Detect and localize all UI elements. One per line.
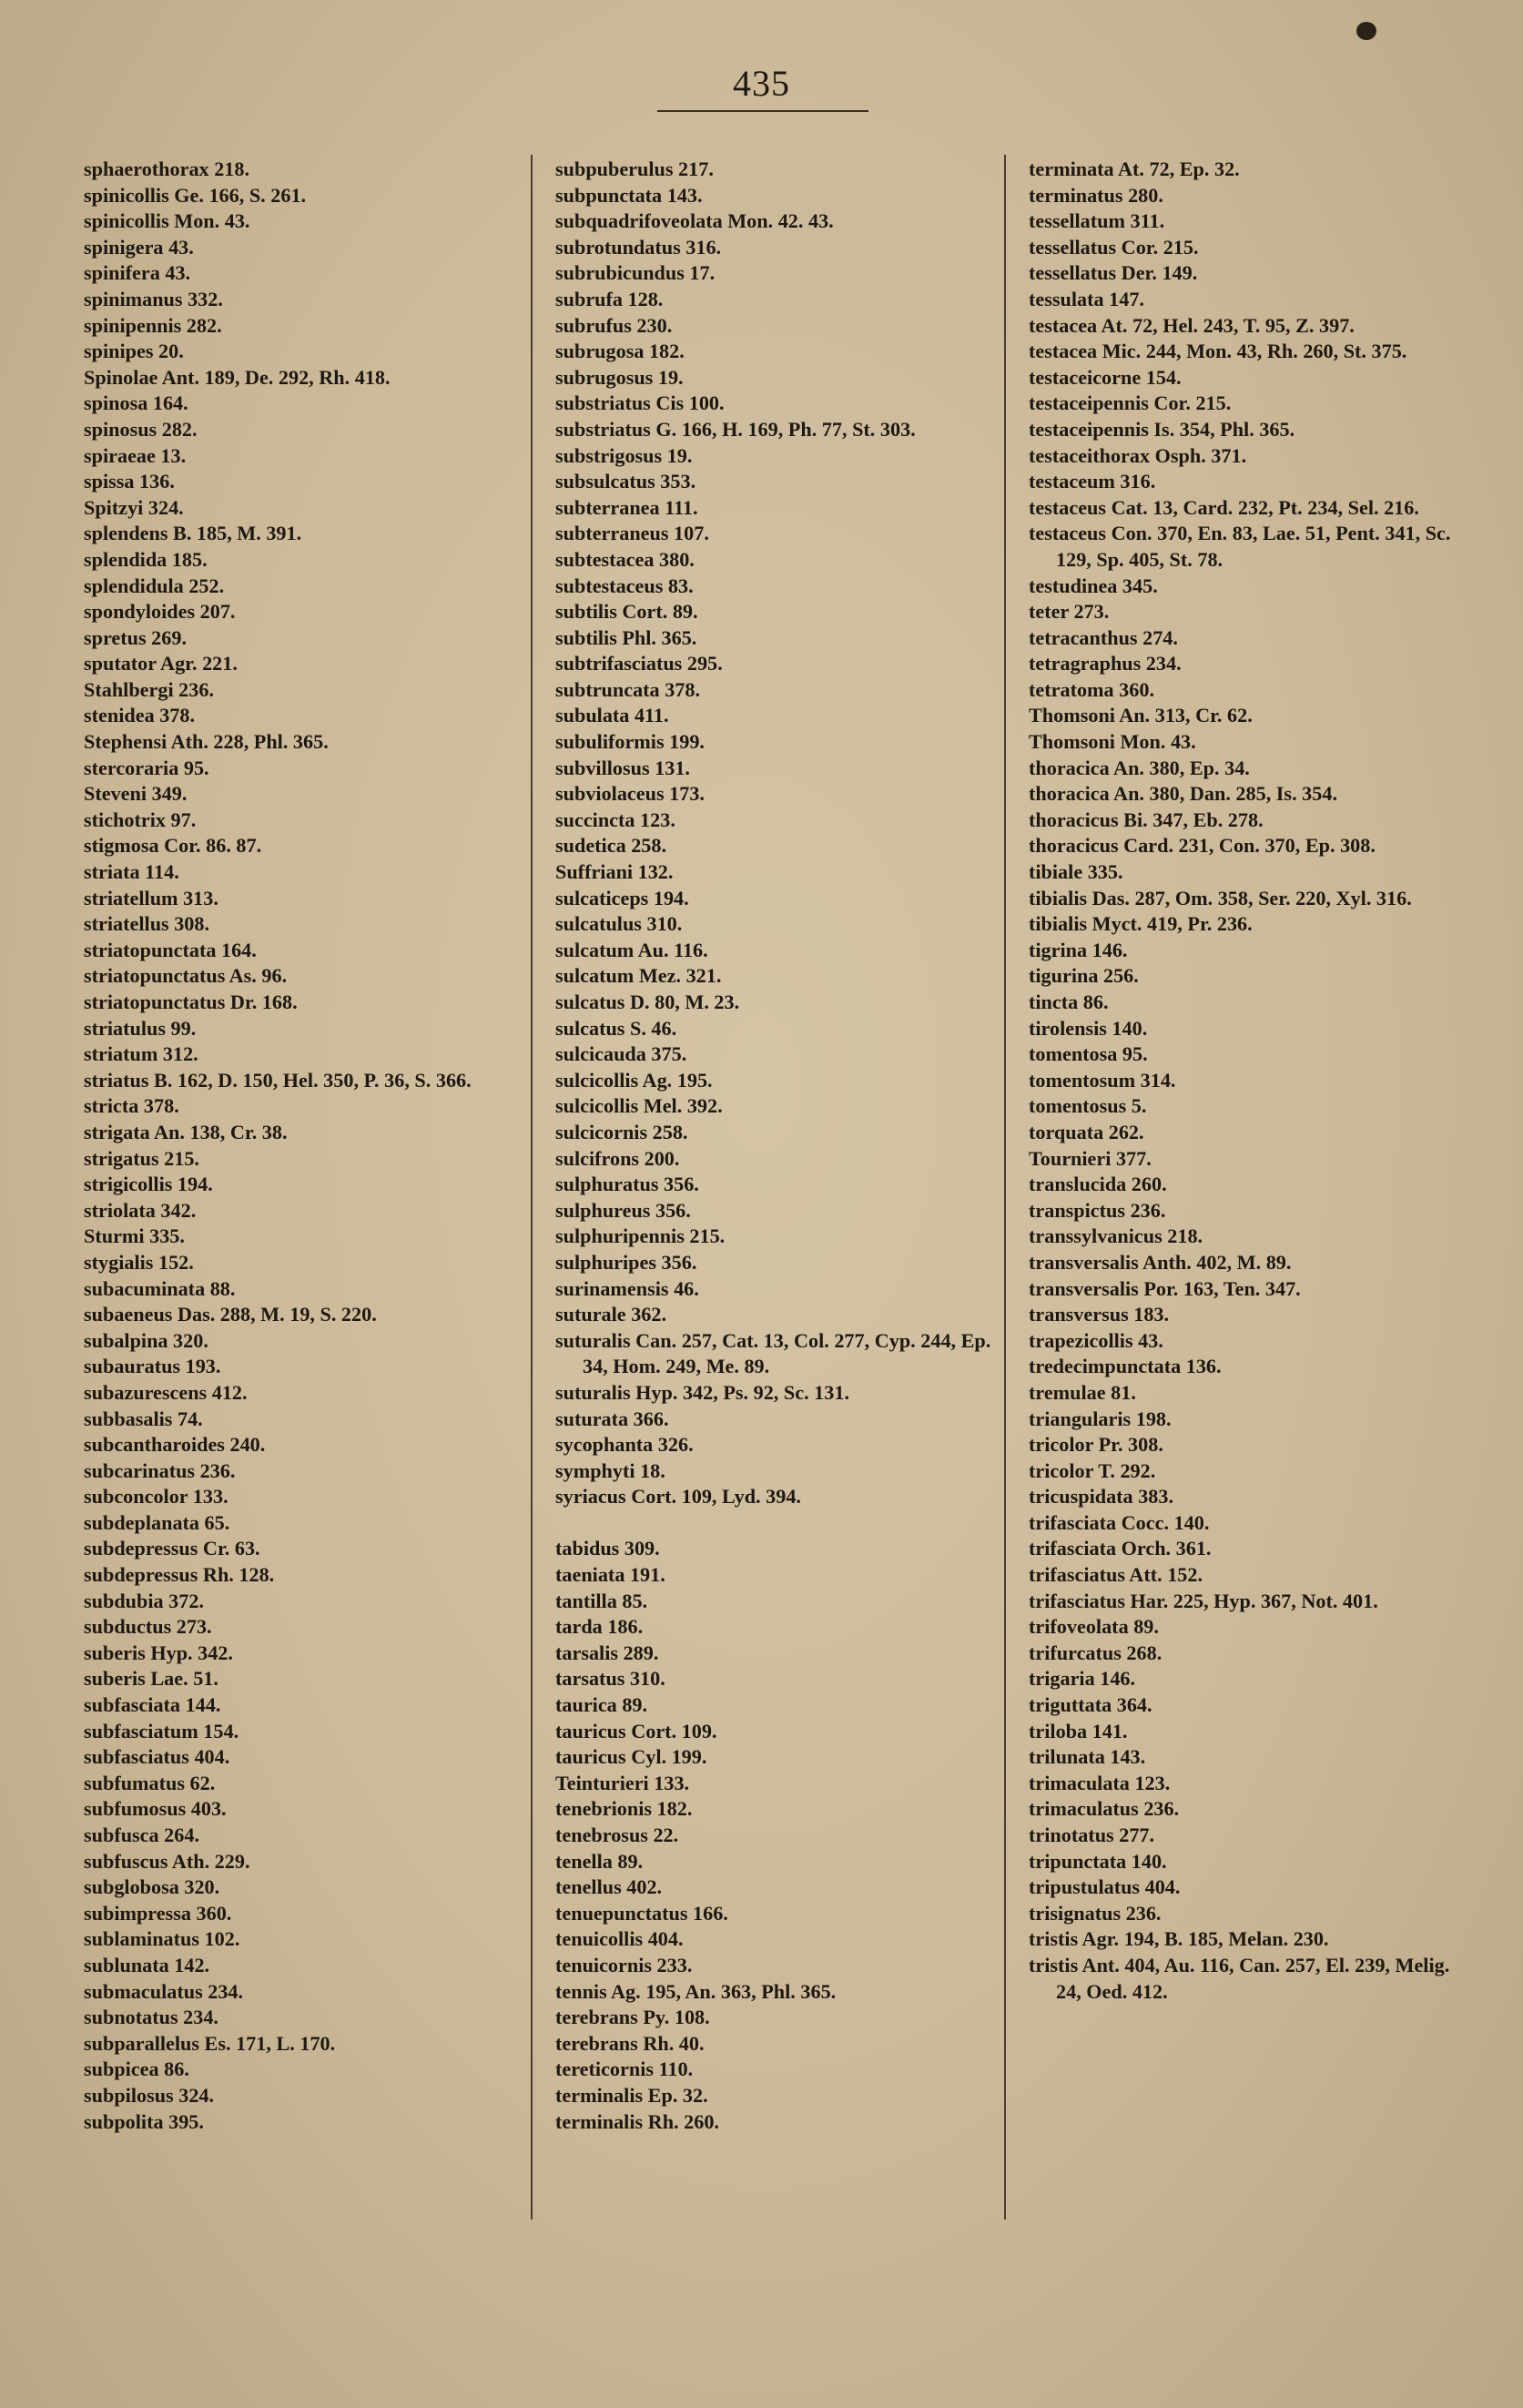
index-entry: subfumosus 403. xyxy=(84,1797,227,1821)
index-entry: terminata At. 72, Ep. 32. xyxy=(1029,157,1240,180)
index-entry: sulcicollis Ag. 195. xyxy=(555,1068,713,1092)
index-entry: subrufa 128. xyxy=(555,287,664,310)
index-entry: strigatus 215. xyxy=(84,1146,199,1170)
index-entry: subcantharoides 240. xyxy=(84,1433,266,1457)
index-entry: testaceicorne 154. xyxy=(1029,365,1182,389)
index-entry: transversalis Anth. 402, M. 89. xyxy=(1029,1250,1292,1274)
index-entry: Teinturieri 133. xyxy=(555,1771,690,1794)
index-entry: spinimanus 332. xyxy=(84,287,223,310)
index-entry: stenidea 378. xyxy=(84,704,196,727)
index-entry: tricolor T. 292. xyxy=(1029,1458,1156,1482)
index-entry: Stahlbergi 236. xyxy=(84,677,214,701)
index-column-3 xyxy=(1029,157,1461,2005)
index-entry: tomentosa 95. xyxy=(1029,1042,1148,1066)
index-entry: spinicollis Mon. 43. xyxy=(84,209,250,233)
index-entry: transversalis Por. 163, Ten. 347. xyxy=(1029,1276,1301,1300)
index-entry: splendens B. 185, M. 391. xyxy=(84,522,302,545)
index-column-2 xyxy=(555,157,997,2135)
index-entry: tantilla 85. xyxy=(555,1589,648,1612)
index-entry: trisignatus 236. xyxy=(1029,1901,1162,1925)
index-entry: subsulcatus 353. xyxy=(555,470,696,493)
index-entry: subtestaceus 83. xyxy=(555,574,694,597)
index-entry: subrugosus 19. xyxy=(555,365,684,389)
index-entry: subpicea 86. xyxy=(84,2057,189,2081)
index-entry: sulcatum Au. 116. xyxy=(555,938,708,961)
index-entry: trigaria 146. xyxy=(1029,1667,1136,1691)
index-entry: subalpina 320. xyxy=(84,1328,208,1352)
index-entry: sulphuripes 356. xyxy=(555,1250,697,1274)
index-entry: subtruncata 378. xyxy=(555,677,701,701)
index-entry: stygialis 152. xyxy=(84,1250,194,1274)
index-entry: subnotatus 234. xyxy=(84,2006,218,2029)
index-entry: sulphuripennis 215. xyxy=(555,1224,726,1248)
index-entry: spinipes 20. xyxy=(84,340,184,363)
index-entry: trimaculatus 236. xyxy=(1029,1797,1180,1821)
index-entry: sulcatulus 310. xyxy=(555,912,683,936)
index-entry: stricta 378. xyxy=(84,1094,179,1118)
index-entry: translucida 260. xyxy=(1029,1173,1167,1196)
index-entry: subrotundatus 316. xyxy=(555,235,722,259)
index-entry: striatellus 308. xyxy=(84,912,210,936)
index-entry: trifasciata Cocc. 140. xyxy=(1029,1510,1210,1534)
index-entry: striata 114. xyxy=(84,860,179,884)
index-entry: splendida 185. xyxy=(84,547,208,571)
page-number: 435 xyxy=(733,63,790,104)
index-entry: striatus B. 162, D. 150, Hel. 350, P. 36, S. 366. xyxy=(84,1068,472,1092)
index-entry: transversus 183. xyxy=(1029,1303,1170,1326)
index-column-1 xyxy=(84,157,512,2135)
index-entry: testudinea 345. xyxy=(1029,574,1158,597)
index-entry: testaceus Cat. 13, Card. 232, Pt. 234, Sel. 216. xyxy=(1029,495,1419,519)
index-entry: transpictus 236. xyxy=(1029,1198,1166,1222)
index-entry: strigata An. 138, Cr. 38. xyxy=(84,1120,288,1143)
index-entry: tessellatus Der. 149. xyxy=(1029,261,1198,285)
index-entry: tristis Agr. 194, B. 185, Melan. 230. xyxy=(1029,1927,1329,1951)
index-entry: sudetica 258. xyxy=(555,834,667,858)
index-entry: Thomsoni An. 313, Cr. 62. xyxy=(1029,704,1253,727)
index-entry: subfasciatum 154. xyxy=(84,1719,239,1742)
index-entry: subbasalis 74. xyxy=(84,1407,203,1430)
index-entry: subfumatus 62. xyxy=(84,1771,216,1794)
index-entry: subglobosa 320. xyxy=(84,1875,220,1899)
column-divider-2 xyxy=(1004,155,1006,2220)
index-entry: thoracica An. 380, Ep. 34. xyxy=(1029,756,1250,779)
index-entry: sulcatus S. 46. xyxy=(555,1016,677,1040)
index-entry: testaceipennis Cor. 215. xyxy=(1029,391,1232,415)
index-entry: tennis Ag. 195, An. 363, Phl. 365. xyxy=(555,1979,837,2003)
index-entry: tristis Ant. 404, Au. 116, Can. 257, El. 239, Melig. 24, Oed. 412. xyxy=(1029,1953,1455,2003)
index-entry: subauratus 193. xyxy=(84,1355,221,1378)
index-entry: subdepressus Cr. 63. xyxy=(84,1537,260,1560)
index-entry: striatopunctata 164. xyxy=(84,938,257,961)
index-entry: triloba 141. xyxy=(1029,1719,1128,1742)
index-entry: tetracanthus 274. xyxy=(1029,625,1178,649)
index-entry: testacea Mic. 244, Mon. 43, Rh. 260, St. 375. xyxy=(1029,340,1407,363)
index-entry: stigmosa Cor. 86. 87. xyxy=(84,834,262,858)
index-entry: subviolaceus 173. xyxy=(555,782,705,806)
index-entry: thoracica An. 380, Dan. 285, Is. 354. xyxy=(1029,782,1337,806)
index-entry: subrugosa 182. xyxy=(555,340,685,363)
index-entry: tremulae 81. xyxy=(1029,1380,1136,1404)
index-entry: suberis Hyp. 342. xyxy=(84,1641,233,1664)
index-entry: tetragraphus 234. xyxy=(1029,652,1182,676)
index-entry: teter 273. xyxy=(1029,600,1110,624)
index-entry: tetratoma 360. xyxy=(1029,677,1155,701)
index-entry: trilunata 143. xyxy=(1029,1745,1146,1769)
index-entry: tigurina 256. xyxy=(1029,964,1139,988)
index-entry: subtilis Phl. 365. xyxy=(555,625,697,649)
index-entry: tirolensis 140. xyxy=(1029,1016,1148,1040)
index-entry: subaeneus Das. 288, M. 19, S. 220. xyxy=(84,1303,377,1326)
index-entry: testaceum 316. xyxy=(1029,470,1156,493)
index-entry: tabidus 309. xyxy=(555,1537,660,1560)
index-entry: Suffriani 132. xyxy=(555,860,674,884)
index-entry: striatulus 99. xyxy=(84,1016,197,1040)
index-entry: tenuicollis 404. xyxy=(555,1927,684,1951)
index-entry: subpunctata 143. xyxy=(555,183,703,207)
index-entry: strigicollis 194. xyxy=(84,1173,213,1196)
index-entry: striolata 342. xyxy=(84,1198,197,1222)
index-entry: tauricus Cort. 109. xyxy=(555,1719,717,1742)
index-entry: suturata 366. xyxy=(555,1407,669,1430)
index-entry: sulcaticeps 194. xyxy=(555,886,689,909)
index-entry: Thomsoni Mon. 43. xyxy=(1029,730,1196,754)
index-entry: subcarinatus 236. xyxy=(84,1458,236,1482)
index-entry: spinipennis 282. xyxy=(84,313,222,337)
index-entry: stercoraria 95. xyxy=(84,756,209,779)
index-entry: submaculatus 234. xyxy=(84,1979,244,2003)
index-entry: subtrifasciatus 295. xyxy=(555,652,723,676)
index-entry: sulcicollis Mel. 392. xyxy=(555,1094,723,1118)
index-entry: sputator Agr. 221. xyxy=(84,652,238,676)
index-entry: suturalis Can. 257, Cat. 13, Col. 277, Cyp. 244, Ep. 34, Hom. 249, Me. 89. xyxy=(555,1328,996,1378)
index-entry: taurica 89. xyxy=(555,1693,648,1717)
index-entry: tenella 89. xyxy=(555,1849,644,1873)
index-entry: terminalis Rh. 260. xyxy=(555,2109,719,2133)
index-entry: tenuepunctatus 166. xyxy=(555,1901,728,1925)
index-entry: sulcicornis 258. xyxy=(555,1120,688,1143)
index-entry: tenebrosus 22. xyxy=(555,1824,679,1846)
index-entry: tarsalis 289. xyxy=(555,1641,659,1664)
index-entry: sulcifrons 200. xyxy=(555,1146,680,1170)
index-entry: tredecimpunctata 136. xyxy=(1029,1355,1222,1378)
index-entry: tarda 186. xyxy=(555,1615,644,1639)
index-entry: trifasciata Orch. 361. xyxy=(1029,1537,1212,1560)
index-entry: splendidula 252. xyxy=(84,574,225,597)
index-entry: tauricus Cyl. 199. xyxy=(555,1745,707,1769)
index-entry: trifasciatus Har. 225, Hyp. 367, Not. 401. xyxy=(1029,1589,1378,1612)
column-divider-1 xyxy=(531,155,533,2220)
index-entry: suberis Lae. 51. xyxy=(84,1667,218,1691)
index-entry: sphaerothorax 218. xyxy=(84,157,250,180)
index-entry: thoracicus Card. 231, Con. 370, Ep. 308. xyxy=(1029,834,1376,858)
index-entry: Stephensi Ath. 228, Phl. 365. xyxy=(84,730,329,754)
index-entry: tessellatus Cor. 215. xyxy=(1029,235,1199,259)
index-entry: transsylvanicus 218. xyxy=(1029,1224,1203,1248)
index-entry: trifurcatus 268. xyxy=(1029,1641,1163,1664)
index-entry: sulphuratus 356. xyxy=(555,1173,699,1196)
index-entry: trifasciatus Att. 152. xyxy=(1029,1563,1203,1587)
index-entry: subvillosus 131. xyxy=(555,756,690,779)
index-entry: subquadrifoveolata Mon. 42. 43. xyxy=(555,209,834,233)
index-entry: sulcatus D. 80, M. 23. xyxy=(555,991,740,1013)
index-entry: suturalis Hyp. 342, Ps. 92, Sc. 131. xyxy=(555,1380,849,1404)
index-entry: testaceus Con. 370, En. 83, Lae. 51, Pent. 341, Sc. 129, Sp. 405, St. 78. xyxy=(1029,522,1457,571)
index-entry: subterranea 111. xyxy=(555,495,698,519)
index-entry: sulcatum Mez. 321. xyxy=(555,964,722,988)
index-entry: subazurescens 412. xyxy=(84,1380,248,1404)
index-entry: subfasciata 144. xyxy=(84,1693,221,1717)
index-entry: striatum 312. xyxy=(84,1042,198,1066)
index-entry: tricuspidata 383. xyxy=(1029,1485,1174,1509)
index-entry: torquata 262. xyxy=(1029,1120,1144,1143)
index-entry: trapezicollis 43. xyxy=(1029,1328,1163,1352)
index-entry: sublunata 142. xyxy=(84,1953,210,1976)
index-entry: spissa 136. xyxy=(84,470,175,493)
index-entry: subterraneus 107. xyxy=(555,522,709,545)
index-entry: spondyloides 207. xyxy=(84,600,236,624)
index-entry: tibialis Myct. 419, Pr. 236. xyxy=(1029,912,1253,936)
index-entry: tibiale 335. xyxy=(1029,860,1123,884)
index-entry: tenellus 402. xyxy=(555,1875,663,1899)
header-rule xyxy=(657,110,868,112)
index-entry: subdepressus Rh. 128. xyxy=(84,1563,275,1587)
index-entry: testacea At. 72, Hel. 243, T. 95, Z. 397. xyxy=(1029,313,1355,337)
index-entry: tripustulatus 404. xyxy=(1029,1875,1181,1899)
index-entry: spretus 269. xyxy=(84,625,188,649)
index-entry: stichotrix 97. xyxy=(84,808,197,831)
index-entry: substriatus Cis 100. xyxy=(555,391,725,415)
index-entry: sulcicauda 375. xyxy=(555,1042,687,1066)
index-entry: terminatus 280. xyxy=(1029,183,1163,207)
index-entry: striatopunctatus Dr. 168. xyxy=(84,991,298,1013)
index-entry: subtilis Cort. 89. xyxy=(555,600,698,624)
index-entry: spinigera 43. xyxy=(84,235,194,259)
index-entry: subrubicundus 17. xyxy=(555,261,716,285)
index-entry: subpuberulus 217. xyxy=(555,157,714,180)
index-entry: spinosus 282. xyxy=(84,417,198,441)
index-entry: spiraeae 13. xyxy=(84,443,187,467)
index-entry: subfasciatus 404. xyxy=(84,1745,230,1769)
index-entry: tomentosum 314. xyxy=(1029,1068,1176,1092)
index-entry: spinifera 43. xyxy=(84,261,191,285)
index-entry: Tournieri 377. xyxy=(1029,1146,1152,1170)
index-entry: Spinolae Ant. 189, De. 292, Rh. 418. xyxy=(84,365,391,389)
index-entry: striatellum 313. xyxy=(84,886,218,909)
index-entry: subpolita 395. xyxy=(84,2109,204,2133)
index-entry: subtestacea 380. xyxy=(555,547,695,571)
index-entry: surinamensis 46. xyxy=(555,1276,699,1300)
section-gap xyxy=(555,1510,997,1537)
index-entry: triangularis 198. xyxy=(1029,1407,1172,1430)
index-entry: subrufus 230. xyxy=(555,313,673,337)
index-entry: subconcolor 133. xyxy=(84,1485,228,1509)
index-entry: Spitzyi 324. xyxy=(84,495,184,519)
index-entry: subpilosus 324. xyxy=(84,2083,215,2107)
index-entry: subductus 273. xyxy=(84,1615,212,1639)
index-entry: tomentosus 5. xyxy=(1029,1094,1147,1118)
index-entry: striatopunctatus As. 96. xyxy=(84,964,288,988)
index-entry: tincta 86. xyxy=(1029,991,1109,1013)
index-entry: subulata 411. xyxy=(555,704,669,727)
index-entry: sycophanta 326. xyxy=(555,1433,694,1457)
index-entry: subdubia 372. xyxy=(84,1589,204,1612)
index-entry: tarsatus 310. xyxy=(555,1667,665,1691)
index-entry: subparallelus Es. 171, L. 170. xyxy=(84,2031,336,2055)
index-entry: terebrans Rh. 40. xyxy=(555,2031,705,2055)
index-entry: trifoveolata 89. xyxy=(1029,1615,1159,1639)
index-entry: terminalis Ep. 32. xyxy=(555,2083,708,2107)
index-entry: subfusca 264. xyxy=(84,1824,199,1846)
index-entry: thoracicus Bi. 347, Eb. 278. xyxy=(1029,808,1264,831)
index-entry: tessulata 147. xyxy=(1029,287,1144,310)
index-entry: tripunctata 140. xyxy=(1029,1849,1167,1873)
index-entry: succincta 123. xyxy=(555,808,675,831)
index-entry: testaceipennis Is. 354, Phl. 365. xyxy=(1029,417,1295,441)
index-entry: symphyti 18. xyxy=(555,1458,665,1482)
index-entry: substrigosus 19. xyxy=(555,443,693,467)
index-entry: subdeplanata 65. xyxy=(84,1510,230,1534)
index-entry: triguttata 364. xyxy=(1029,1693,1152,1717)
index-entry: sulphureus 356. xyxy=(555,1198,691,1222)
index-entry: testaceithorax Osph. 371. xyxy=(1029,443,1247,467)
index-entry: taeniata 191. xyxy=(555,1563,665,1587)
index-entry: subuliformis 199. xyxy=(555,730,705,754)
index-entry: tereticornis 110. xyxy=(555,2057,694,2081)
index-entry: tenebrionis 182. xyxy=(555,1797,693,1821)
index-entry: tenuicornis 233. xyxy=(555,1953,693,1976)
ink-stain xyxy=(1356,22,1376,40)
index-entry: spinosa 164. xyxy=(84,391,188,415)
index-entry: tibialis Das. 287, Om. 358, Ser. 220, Xyl. 316. xyxy=(1029,886,1412,909)
index-entry: trimaculata 123. xyxy=(1029,1771,1171,1794)
index-entry: sublaminatus 102. xyxy=(84,1927,240,1951)
index-entry: Steveni 349. xyxy=(84,782,188,806)
index-entry: Sturmi 335. xyxy=(84,1224,185,1248)
index-entry: trinotatus 277. xyxy=(1029,1824,1155,1846)
index-entry: suturale 362. xyxy=(555,1303,667,1326)
index-entry: tessellatum 311. xyxy=(1029,209,1165,233)
index-entry: terebrans Py. 108. xyxy=(555,2006,710,2029)
index-entry: spinicollis Ge. 166, S. 261. xyxy=(84,183,307,207)
index-entry: tigrina 146. xyxy=(1029,938,1128,961)
index-entry: subimpressa 360. xyxy=(84,1901,232,1925)
index-entry: subacuminata 88. xyxy=(84,1276,236,1300)
index-entry: substriatus G. 166, H. 169, Ph. 77, St. 303. xyxy=(555,417,916,441)
index-entry: subfuscus Ath. 229. xyxy=(84,1849,250,1873)
index-entry: syriacus Cort. 109, Lyd. 394. xyxy=(555,1485,801,1509)
index-entry: tricolor Pr. 308. xyxy=(1029,1433,1163,1457)
